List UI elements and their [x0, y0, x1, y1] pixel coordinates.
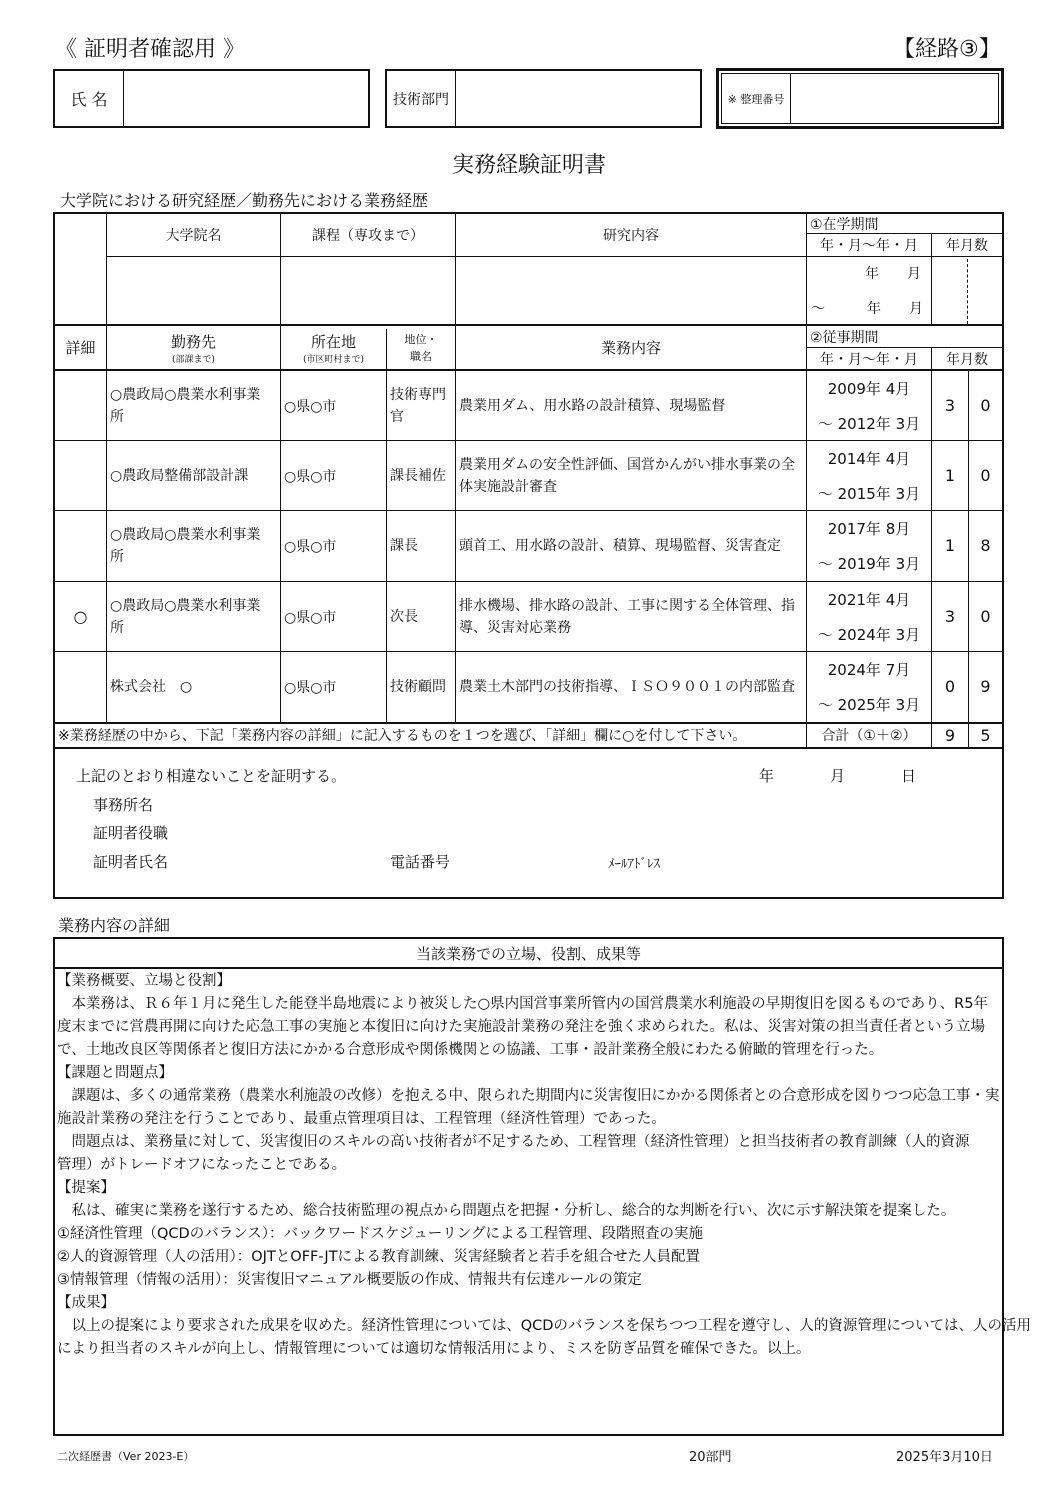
name-field[interactable]	[125, 71, 368, 126]
dept-label: 技術部門	[393, 91, 449, 108]
row-end-date: ～ 2024年 3月	[817, 625, 921, 644]
row-content: 農業土木部門の技術指導、ＩＳＯ９００１の内部監査	[459, 678, 795, 695]
detail-line: 課題は、多くの通常業務（農業水利施設の改修）を抱える中、限られた期間内に災害復旧にかかる関係者との合意形成を図りつつ応急工事・実	[57, 1088, 1000, 1104]
certify-box	[53, 747, 1004, 899]
row-years: 3	[944, 396, 956, 415]
row-detail-mark[interactable]	[55, 511, 106, 580]
route-label: 【経路③】	[893, 37, 1001, 62]
footer-date: 2025年3月10日	[896, 1450, 993, 1465]
row-location: ○県○市	[284, 679, 337, 696]
work-col-location-label: 所在地	[310, 332, 356, 351]
dept-box	[385, 69, 702, 128]
row-years: 0	[944, 677, 956, 696]
row-start-date: 2014年 4月	[827, 449, 911, 468]
work-col-employer-sub: (部課まで)	[171, 354, 216, 365]
detail-line: 以上の提案により要求された成果を収めた。経済性管理については、QCDのバランスを保ちつつ工程を遵守し、人的資源管理については、人の活用	[57, 1318, 1032, 1334]
row-employer: ○農政局整備部設計課	[110, 467, 249, 484]
row-months: 0	[980, 396, 991, 415]
detail-line: 施設計業務の発注を行うことであり、最重点管理項目は、工程管理（経済性管理）であった。	[57, 1111, 666, 1127]
grad-col-research: 研究内容	[603, 228, 659, 244]
row-years: 3	[944, 607, 956, 626]
work-period-title: ②従事期間	[810, 329, 879, 346]
detail-line: で、土地改良区等関係者と復旧方法にかかる合意形成や関係機関との協議、工事・設計業務全般にわたる俯瞰的管理を行った。	[57, 1042, 884, 1058]
row-position: 課長補佐	[390, 467, 446, 484]
form-version: 二次経歴書（Ver 2023-E）	[57, 1450, 195, 1463]
row-months: 9	[980, 677, 991, 696]
grad-start-date[interactable]: 年 月	[865, 266, 921, 282]
work-col-employer	[107, 326, 280, 369]
work-col-location-sub: (市区町村まで)	[302, 354, 365, 365]
dept-field[interactable]	[457, 71, 700, 126]
work-col-location	[281, 326, 386, 369]
date-day-label: 日	[901, 767, 917, 785]
row-position: 課長	[390, 537, 418, 554]
row-start-date: 2021年 4月	[827, 590, 911, 609]
row-employer: ○農政局○農業水利事業所	[110, 597, 261, 636]
detail-line: 【課題と問題点】	[57, 1065, 173, 1081]
grad-end-date[interactable]: ～ 年 月	[811, 300, 923, 317]
row-end-date: ～ 2025年 3月	[817, 695, 921, 714]
total-years: 9	[944, 725, 956, 745]
detail-line: 管理）がトレードオフになったことである。	[57, 1157, 347, 1173]
row-start-date: 2017年 8月	[827, 519, 911, 538]
grad-course-field[interactable]	[281, 257, 455, 324]
row-years: 1	[944, 466, 956, 485]
grad-col-school: 大学院名	[165, 228, 222, 244]
name-label: 氏 名	[70, 90, 108, 109]
grad-years-label: 年月数	[946, 238, 988, 254]
title-label: 証明者役職	[93, 824, 169, 842]
grad-col-course: 課程（専攻まで）	[312, 228, 424, 244]
details-box	[53, 937, 1032, 1436]
work-col-position	[387, 326, 455, 369]
detail-line: 【成果】	[57, 1295, 115, 1311]
row-location: ○県○市	[284, 468, 337, 485]
grad-research-field[interactable]	[456, 257, 806, 324]
grad-period-sub: 年・月～年・月	[820, 238, 918, 254]
phone-label: 電話番号	[390, 853, 451, 871]
row-detail-mark[interactable]	[55, 441, 106, 510]
row-detail-mark[interactable]	[55, 371, 106, 440]
detail-line: ③情報管理（情報の活用）：災害復旧マニュアル概要版の作成、情報共有伝達ルールの策定	[57, 1272, 642, 1288]
row-location: ○県○市	[284, 538, 337, 555]
row-employer: 株式会社 ○	[110, 678, 193, 695]
division: 20部門	[689, 1450, 732, 1465]
row-location: ○県○市	[284, 609, 337, 626]
row-employer: ○農政局○農業水利事業所	[110, 386, 261, 425]
detail-line: 【提案】	[57, 1180, 115, 1196]
work-col-position-1: 地位・	[404, 332, 438, 346]
work-col-position-2: 職名	[410, 349, 432, 363]
work-years-label: 年月数	[946, 351, 988, 368]
work-col-content: 業務内容	[600, 339, 661, 357]
total-months: 5	[980, 725, 991, 745]
row-months: 8	[980, 536, 991, 555]
row-detail-mark[interactable]: ○	[73, 607, 88, 626]
work-period-sub: 年・月～年・月	[820, 351, 918, 368]
details-section-title: 業務内容の詳細	[58, 916, 171, 935]
certify-statement: 上記のとおり相違ないことを証明する。	[76, 767, 347, 785]
detail-line: 【業務概要、立場と役割】	[57, 973, 231, 989]
note-text: ※業務経歴の中から、下記「業務内容の詳細」に記入するものを１つを選び、「詳細」欄に○を付して下さい。	[58, 728, 747, 744]
grad-school-field[interactable]	[107, 257, 280, 324]
row-months: 0	[980, 466, 991, 485]
detail-line: 本業務は、Ｒ６年１月に発生した能登半島地震により被災した○県内国営事業所管内の国営農業水利施設の早期復旧を図るものであり、R5年	[57, 996, 988, 1012]
row-position: 技術専門官	[390, 386, 446, 425]
detail-line: により担当者のスキルが向上し、情報管理については適切な情報活用により、ミスを防ぎ品質を確保できた。以上。	[57, 1341, 811, 1357]
date-month-label: 月	[830, 767, 846, 785]
row-location: ○県○市	[284, 398, 337, 415]
row-start-date: 2009年 4月	[827, 379, 911, 398]
row-content: 排水機場、排水路の設計、工事に関する全体管理、指導、災害対応業務	[459, 597, 795, 636]
details-text	[57, 970, 1032, 1432]
doc-title: 実務経験証明書	[451, 153, 606, 178]
row-end-date: ～ 2019年 3月	[817, 554, 921, 573]
row-end-date: ～ 2012年 3月	[817, 414, 921, 433]
row-content: 農業用ダムの安全性評価、国営かんがい排水事業の全体実施設計審査	[459, 456, 795, 495]
row-content: 農業用ダム、用水路の設計積算、現場監督	[459, 397, 726, 414]
total-label: 合計（①＋②）	[821, 728, 917, 744]
career-table	[53, 212, 1004, 749]
row-end-date: ～ 2015年 3月	[817, 484, 921, 503]
ref-box	[716, 68, 1004, 129]
certifier-name-label: 証明者氏名	[93, 853, 169, 871]
office-label: 事務所名	[93, 796, 154, 814]
date-year-label: 年	[759, 767, 775, 785]
detail-line: 問題点は、業務量に対して、災害復旧のスキルの高い技術者が不足するため、工程管理（経済性管理）と担当技術者の教育訓練（人的資源	[57, 1134, 970, 1150]
form-title: 《 証明者確認用 》	[55, 37, 245, 62]
row-position: 次長	[390, 608, 418, 625]
detail-line: 私は、確実に業務を遂行するため、総合技術監理の視点から問題点を把握・分析し、総合的な判断を行い、次に示す解決策を提案した。	[57, 1203, 956, 1219]
detail-line: ②人的資源管理（人の活用）：OJTとOFF-JTによる教育訓練、災害経験者と若手を組合せた人員配置	[57, 1249, 701, 1265]
row-months: 0	[980, 607, 991, 626]
row-start-date: 2024年 7月	[827, 660, 911, 679]
row-position: 技術顧問	[390, 678, 446, 695]
row-content: 頭首工、用水路の設計、積算、現場監督、災害査定	[459, 537, 781, 554]
ref-field[interactable]	[792, 74, 998, 123]
details-box-header: 当該業務での立場、役割、成果等	[415, 944, 641, 963]
row-years: 1	[944, 536, 956, 555]
detail-line: ①経済性管理（QCDのバランス）：バックワードスケジューリングによる工程管理、段階照査の実施	[57, 1226, 703, 1242]
name-box	[53, 69, 370, 128]
work-col-employer-label: 勤務先	[170, 332, 216, 351]
section1-title: 大学院における研究経歴／勤務先における業務経歴	[60, 191, 429, 210]
work-col-detail: 詳細	[65, 339, 96, 357]
grad-period-title: ①在学期間	[810, 216, 879, 233]
email-label: ﾒｰﾙｱﾄﾞﾚｽ	[608, 857, 660, 872]
detail-line: 度末までに営農再開に向けた応急工事の実施と本復旧に向けた実施設計業務の発注を強く求められた。私は、災害対策の担当責任者という立場	[57, 1019, 985, 1035]
ref-label: ※ 整理番号	[727, 92, 785, 106]
row-employer: ○農政局○農業水利事業所	[110, 526, 261, 565]
row-detail-mark[interactable]	[55, 652, 106, 721]
